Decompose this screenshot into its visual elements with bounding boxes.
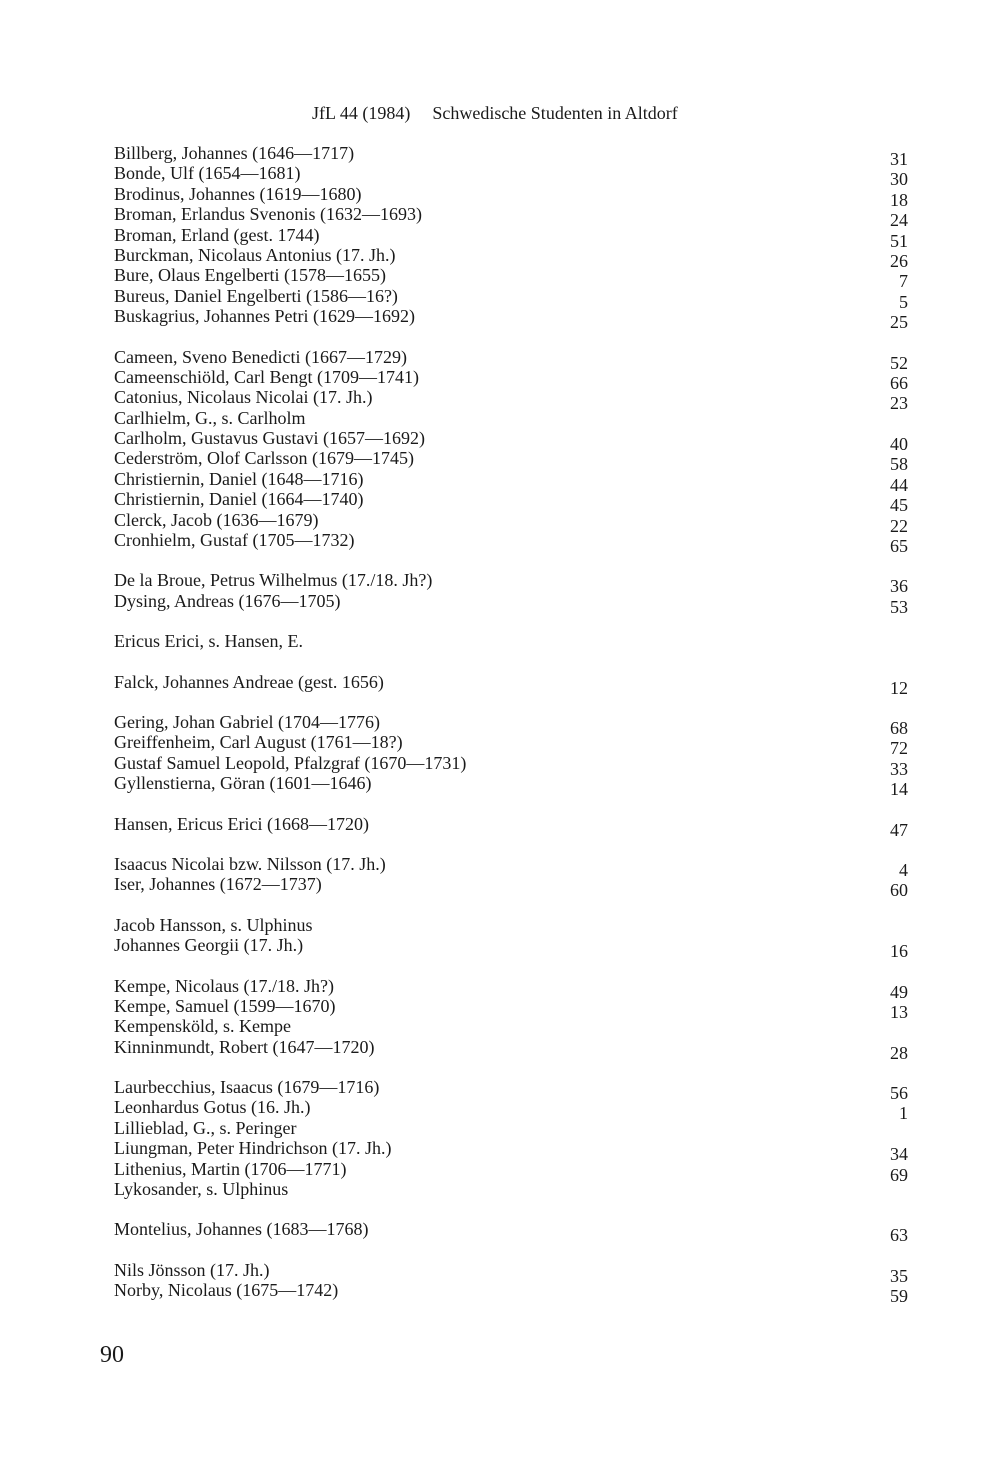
- index-entry: [100, 590, 908, 617]
- entry-name: Laurbecchius, Isaacus (1679—1716): [114, 1077, 380, 1098]
- index-entry: [100, 1179, 908, 1199]
- entry-name: Nils Jönsson (17. Jh.): [114, 1259, 270, 1280]
- entry-name: Carlhielm, G., s. Carlholm: [114, 407, 306, 428]
- entry-name: Broman, Erlandus Svenonis (1632—1693): [114, 204, 422, 225]
- entry-name: Bonde, Ulf (1654—1681): [114, 163, 301, 184]
- entry-number: 4: [899, 859, 908, 880]
- index-entry: [100, 1219, 908, 1246]
- index-entry: [100, 509, 908, 536]
- journal-reference: JfL 44 (1984): [312, 103, 411, 123]
- index-entry: [100, 387, 908, 414]
- entry-number: 58: [890, 454, 908, 475]
- entry-number: 7: [899, 271, 908, 292]
- index-entry: [100, 163, 908, 190]
- entry-name: Falck, Johannes Andreae (gest. 1656): [114, 671, 384, 692]
- entry-number: 53: [890, 596, 908, 617]
- entry-number: 30: [890, 169, 908, 190]
- entry-name: Norby, Nicolaus (1675—1742): [114, 1280, 339, 1301]
- entry-name: Buskagrius, Johannes Petri (1629—1692): [114, 306, 415, 327]
- entry-name: Carlholm, Gustavus Gustavi (1657—1692): [114, 428, 425, 449]
- entry-name: Lykosander, s. Ulphinus: [114, 1179, 289, 1200]
- entry-name: Bure, Olaus Engelberti (1578—1655): [114, 265, 386, 286]
- page-number: 90: [100, 1342, 124, 1368]
- index-group: [100, 671, 908, 698]
- index-entry: [100, 1077, 908, 1104]
- entry-number: 12: [890, 677, 908, 698]
- index-entry: [100, 366, 908, 393]
- entry-name: Ericus Erici, s. Hansen, E.: [114, 631, 303, 652]
- entry-name: Liungman, Peter Hindrichson (17. Jh.): [114, 1138, 392, 1159]
- index-entry: [100, 468, 908, 495]
- index-group: [100, 143, 908, 333]
- index-entry: [100, 853, 908, 880]
- entry-number: 52: [890, 352, 908, 373]
- index-entry: [100, 143, 908, 169]
- entry-name: Broman, Erland (gest. 1744): [114, 224, 320, 245]
- entry-number: 44: [890, 474, 908, 495]
- entry-number: 18: [890, 189, 908, 210]
- entry-number: 56: [890, 1083, 908, 1104]
- entry-name: Lillieblad, G., s. Peringer: [114, 1117, 297, 1138]
- index-entry: [100, 813, 908, 840]
- entry-number: 16: [890, 941, 908, 962]
- entry-name: Bureus, Daniel Engelberti (1586—16?): [114, 285, 398, 306]
- entry-name: Lithenius, Martin (1706—1771): [114, 1158, 347, 1179]
- index-entry: [100, 1036, 908, 1063]
- index-entry: [100, 244, 908, 271]
- entry-number: 40: [890, 434, 908, 455]
- entry-name: Kinninmundt, Robert (1647—1720): [114, 1036, 375, 1057]
- entry-name: Jacob Hansson, s. Ulphinus: [114, 914, 313, 935]
- entry-name: Gustaf Samuel Leopold, Pfalzgraf (1670—1731): [114, 752, 467, 773]
- entry-name: Leonhardus Gotus (16. Jh.): [114, 1097, 311, 1118]
- index-entry: [100, 1016, 908, 1036]
- index-entry: [100, 346, 908, 373]
- index-entry: [100, 183, 908, 210]
- index-entry: [100, 1280, 908, 1307]
- entry-number: 35: [890, 1265, 908, 1286]
- index-group: [100, 813, 908, 840]
- name-index: [100, 143, 908, 1321]
- entry-name: Gyllenstierna, Göran (1601—1646): [114, 773, 372, 794]
- running-header: [312, 103, 678, 124]
- entry-number: 26: [890, 250, 908, 271]
- index-entry: [100, 752, 908, 779]
- index-entry: [100, 995, 908, 1022]
- entry-number: 45: [890, 495, 908, 516]
- entry-number: 51: [890, 230, 908, 251]
- index-entry: [100, 204, 908, 231]
- entry-number: 13: [890, 1001, 908, 1022]
- entry-name: Brodinus, Johannes (1619—1680): [114, 183, 362, 204]
- entry-number: 60: [890, 880, 908, 901]
- entry-number: 33: [890, 758, 908, 779]
- entry-name: Greiffenheim, Carl August (1761—18?): [114, 732, 403, 753]
- index-entry: [100, 631, 908, 651]
- index-entry: [100, 935, 908, 962]
- index-group: [100, 346, 908, 557]
- entry-name: De la Broue, Petrus Wilhelmus (17./18. Jh?): [114, 570, 433, 591]
- index-entry: [100, 408, 908, 428]
- entry-name: Cederström, Olof Carlsson (1679—1745): [114, 448, 414, 469]
- index-entry: [100, 530, 908, 557]
- index-group: [100, 631, 908, 651]
- entry-name: Catonius, Nicolaus Nicolai (17. Jh.): [114, 387, 373, 408]
- entry-number: 65: [890, 536, 908, 557]
- index-entry: [100, 1138, 908, 1165]
- index-entry: [100, 711, 908, 738]
- index-entry: [100, 975, 908, 1002]
- entry-number: 66: [890, 372, 908, 393]
- entry-name: Gering, Johan Gabriel (1704—1776): [114, 711, 380, 732]
- running-title: Schwedische Studenten in Altdorf: [432, 103, 678, 123]
- index-group: [100, 853, 908, 901]
- entry-number: 25: [890, 312, 908, 333]
- entry-name: Johannes Georgii (17. Jh.): [114, 935, 304, 956]
- entry-number: 72: [890, 738, 908, 759]
- entry-number: 68: [890, 717, 908, 738]
- index-entry: [100, 306, 908, 333]
- index-group: [100, 1077, 908, 1199]
- index-entry: [100, 1118, 908, 1138]
- index-entry: [100, 448, 908, 475]
- entry-name: Cameenschiöld, Carl Bengt (1709—1741): [114, 366, 419, 387]
- entry-number: 1: [899, 1103, 908, 1124]
- entry-name: Dysing, Andreas (1676—1705): [114, 590, 341, 611]
- index-entry: [100, 1097, 908, 1124]
- index-entry: [100, 428, 908, 455]
- entry-number: 69: [890, 1164, 908, 1185]
- entry-number: 28: [890, 1042, 908, 1063]
- index-entry: [100, 1158, 908, 1185]
- index-group: [100, 1219, 908, 1246]
- entry-name: Burckman, Nicolaus Antonius (17. Jh.): [114, 244, 396, 265]
- entry-number: 22: [890, 515, 908, 536]
- entry-name: Kempe, Nicolaus (17./18. Jh?): [114, 975, 334, 996]
- entry-name: Iser, Johannes (1672—1737): [114, 874, 322, 895]
- index-group: [100, 570, 908, 617]
- index-entry: [100, 915, 908, 935]
- index-entry: [100, 570, 908, 597]
- entry-number: 23: [890, 393, 908, 414]
- index-entry: [100, 265, 908, 292]
- entry-name: Cronhielm, Gustaf (1705—1732): [114, 530, 355, 551]
- entry-name: Kempensköld, s. Kempe: [114, 1016, 291, 1037]
- entry-name: Isaacus Nicolai bzw. Nilsson (17. Jh.): [114, 853, 386, 874]
- entry-number: 49: [890, 981, 908, 1002]
- entry-number: 34: [890, 1144, 908, 1165]
- index-group: [100, 975, 908, 1063]
- entry-number: 59: [890, 1286, 908, 1307]
- entry-name: Billberg, Johannes (1646—1717): [114, 143, 355, 163]
- index-entry: [100, 224, 908, 251]
- entry-name: Christiernin, Daniel (1664—1740): [114, 489, 364, 510]
- entry-number: 47: [890, 819, 908, 840]
- index-entry: [100, 489, 908, 516]
- entry-name: Hansen, Ericus Erici (1668—1720): [114, 813, 369, 834]
- index-group: [100, 711, 908, 800]
- entry-number: 63: [890, 1225, 908, 1246]
- entry-name: Clerck, Jacob (1636—1679): [114, 509, 319, 530]
- index-entry: [100, 732, 908, 759]
- entry-name: Christiernin, Daniel (1648—1716): [114, 468, 364, 489]
- index-entry: [100, 671, 908, 698]
- index-entry: [100, 1259, 908, 1286]
- index-group: [100, 1259, 908, 1307]
- index-entry: [100, 874, 908, 901]
- entry-number: 14: [890, 779, 908, 800]
- entry-number: 5: [899, 291, 908, 312]
- index-entry: [100, 773, 908, 800]
- index-group: [100, 914, 908, 962]
- entry-name: Montelius, Johannes (1683—1768): [114, 1219, 369, 1240]
- entry-number: 31: [890, 149, 908, 169]
- entry-name: Cameen, Sveno Benedicti (1667—1729): [114, 346, 407, 367]
- entry-name: Kempe, Samuel (1599—1670): [114, 995, 336, 1016]
- entry-number: 24: [890, 210, 908, 231]
- entry-number: 36: [890, 576, 908, 597]
- index-entry: [100, 285, 908, 312]
